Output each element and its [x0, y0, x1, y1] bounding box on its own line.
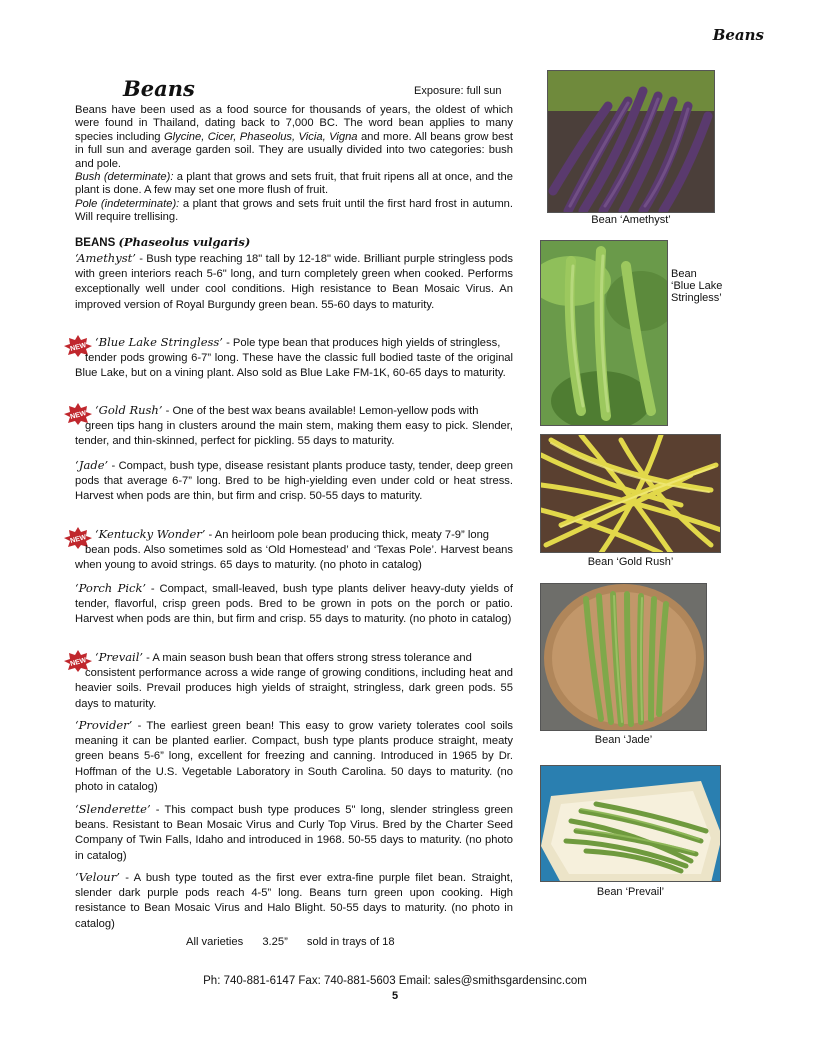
pricing-label: All varieties: [186, 936, 244, 948]
variety-name: ‘Kentucky Wonder’: [95, 527, 206, 541]
intro-p1b: and more. All beans grow best in full sun and average garden soil. They are usually divided into two categories: bush and pole.: [75, 130, 514, 170]
photo-blue-lake: [540, 240, 668, 426]
variety-name: ‘Gold Rush’: [95, 403, 163, 417]
caption-line: Bean: [671, 268, 697, 280]
pricing-size: 3.25”: [262, 936, 288, 948]
variety-velour: [75, 870, 513, 932]
variety-name: ‘Prevail’: [95, 650, 144, 664]
variety-amethyst: [75, 251, 513, 313]
intro-species: Glycine, Cicer, Phaseolus, Vicia, Vigna: [163, 130, 358, 143]
section-heading: [75, 235, 250, 249]
variety-blue-lake: [75, 335, 513, 382]
variety-name: ‘Jade’: [75, 458, 109, 472]
variety-prevail: [75, 650, 513, 712]
variety-desc: - Compact, bush type, disease resistant plants produce tasty, tender, deep green pods that average 6-7” long. Bred to be high-yielding even under cold or heat stress. Harvest when pods are thin, but firm and crisp. 50-55 days to maturity.: [75, 460, 513, 503]
section-heading-latin: (Phaseolus vulgaris): [118, 235, 251, 249]
new-badge-label: NEW: [69, 409, 88, 421]
new-badge-label: NEW: [69, 533, 88, 545]
amethyst-bean-image: [548, 71, 715, 213]
caption-prevail: Bean ‘Prevail’: [596, 886, 665, 898]
variety-name: ‘Provider’: [75, 718, 133, 732]
variety-gold-rush: [75, 403, 513, 450]
bush-term: Bush (determinate):: [75, 171, 174, 184]
variety-desc-first: - A main season bush bean that offers strong stress tolerance and: [143, 652, 472, 664]
variety-desc-rest: green tips hang in clusters around the main stem, making them easy to pick. Slender, tender, and thin-skinned, perfect for pickling. 55 days to maturity.: [75, 420, 513, 448]
pole-text: a plant that grows and sets fruit until the first hard frost in autumn. Will require trellising.: [75, 197, 513, 224]
variety-kentucky-wonder: [75, 527, 513, 574]
variety-desc: - Bush type reaching 18" tall by 12-18" wide. Brilliant purple stringless pods with green interiors reach 5-6" long, and turn completely green when cooked. Performs exceptionally well under cool conditions. High resistance to Bean Mosaic Virus. An improved version of Royal Burgundy green bean. 55-60 days to maturity.: [75, 253, 513, 311]
variety-desc: - The earliest green bean! This easy to grow variety tolerates cool soils meaning it can be planted earlier. Compact, bush type plants produce straight, meaty green beans 5-6” long, excellent for freezing and canning. Introduced in 1965 by Dr. Hoffman of the U.S. Vegetable Laboratory in South Carolina. 50 days to maturity. (no photo in catalog): [75, 720, 513, 793]
prevail-bean-image: [541, 766, 721, 882]
photo-prevail: [540, 765, 721, 882]
caption-gold-rush: Bean ‘Gold Rush’: [587, 556, 674, 568]
variety-provider: [75, 718, 513, 795]
intro-text: [75, 104, 513, 225]
variety-jade: [75, 458, 513, 505]
variety-desc-first: - Pole type bean that produces high yields of stringless,: [222, 337, 501, 349]
intro-p1a: Beans have been used as a food source for thousands of years, the oldest of which were found in Thailand, dating back to 7,000 BC. The word bean applies to many species including: [75, 104, 513, 143]
variety-name: ‘Amethyst’: [75, 251, 136, 265]
caption-line: ‘Blue Lake: [671, 280, 723, 292]
bush-text: a plant that grows and sets fruit, that fruit ripens all at once, and the plant is done. A few may set one more flush of fruit.: [75, 171, 513, 197]
variety-desc-rest: bean pods. Also sometimes sold as ‘Old Homestead’ and ‘Texas Pole’. Harvest beans when young to avoid strings. 65 days to maturity. (no photo in catalog): [75, 544, 513, 572]
caption-amethyst: Bean ‘Amethyst’: [591, 214, 671, 226]
page-title: Beans: [123, 76, 195, 101]
caption-jade: Bean ‘Jade’: [594, 734, 653, 746]
gold-rush-bean-image: [541, 435, 721, 553]
variety-slenderette: [75, 802, 513, 864]
caption-line: Stringless’: [671, 292, 722, 304]
footer-contact: Ph: 740-881-6147 Fax: 740-881-5603 Email: sales@smithsgardensinc.com: [203, 975, 587, 987]
variety-name: ‘Slenderette’: [75, 802, 151, 816]
page-header-title: Beans: [712, 26, 764, 44]
blue-lake-bean-image: [541, 241, 668, 426]
photo-gold-rush: [540, 434, 721, 553]
new-badge-label: NEW: [69, 341, 88, 353]
page-number: 5: [391, 990, 399, 1002]
caption-blue-lake: [671, 268, 722, 304]
variety-desc-first: - An heirloom pole bean producing thick, meaty 7-9” long: [205, 529, 490, 541]
new-badge-label: NEW: [69, 656, 88, 668]
section-heading-label: BEANS: [75, 237, 116, 249]
variety-name: ‘Blue Lake Stringless’: [95, 335, 223, 349]
pole-term: Pole (indeterminate):: [75, 197, 180, 210]
exposure-note: Exposure: full sun: [414, 85, 502, 97]
variety-desc-rest: tender pods growing 6-7” long. These have the classic full bodied taste of the original Blue Lake, but on a vining plant. Also sold as Blue Lake FM-1K, 60-65 days to maturity.: [75, 352, 513, 380]
variety-name: ‘Velour’: [75, 870, 120, 884]
variety-desc: - This compact bush type produces 5" long, slender stringless green beans. Resistant to Bean Mosaic Virus and Curly Top Virus. Bred by the Charter Seed Company of Twin Falls, Idaho and introduced in 1968. 50-55 days to maturity. (no photo in catalog): [75, 804, 513, 862]
variety-desc-rest: consistent performance across a wide range of growing conditions, including heat and heavier soils. Prevail produces high yields of straight, stringless, dark green pods. 55 days to maturity.: [75, 667, 513, 710]
variety-desc-first: - One of the best wax beans available! Lemon-yellow pods with: [162, 405, 479, 417]
variety-name: ‘Porch Pick’: [75, 581, 147, 595]
variety-porch-pick: [75, 581, 513, 628]
variety-desc: - A bush type touted as the first ever extra-fine purple filet bean. Straight, slender dark purple pods reach 4-5” long. Beans turn green upon cooking. High resistance to Bean Mosaic Virus and Halo Blight. 50-55 days to maturity. (no photo in catalog): [75, 872, 513, 930]
pricing-sold: sold in trays of 18: [306, 936, 395, 948]
pricing-line: [186, 936, 411, 948]
photo-amethyst: [547, 70, 715, 213]
variety-desc: - Compact, small-leaved, bush type plants deliver heavy-duty yields of tender, flavorful, crisp green pods. Bred to be grown in pots on the porch or patio. Harvest when pods are thin, but firm and crisp. 55 days to maturity. (no photo in catalog): [75, 583, 513, 626]
jade-bean-image: [541, 584, 707, 731]
photo-jade: [540, 583, 707, 731]
